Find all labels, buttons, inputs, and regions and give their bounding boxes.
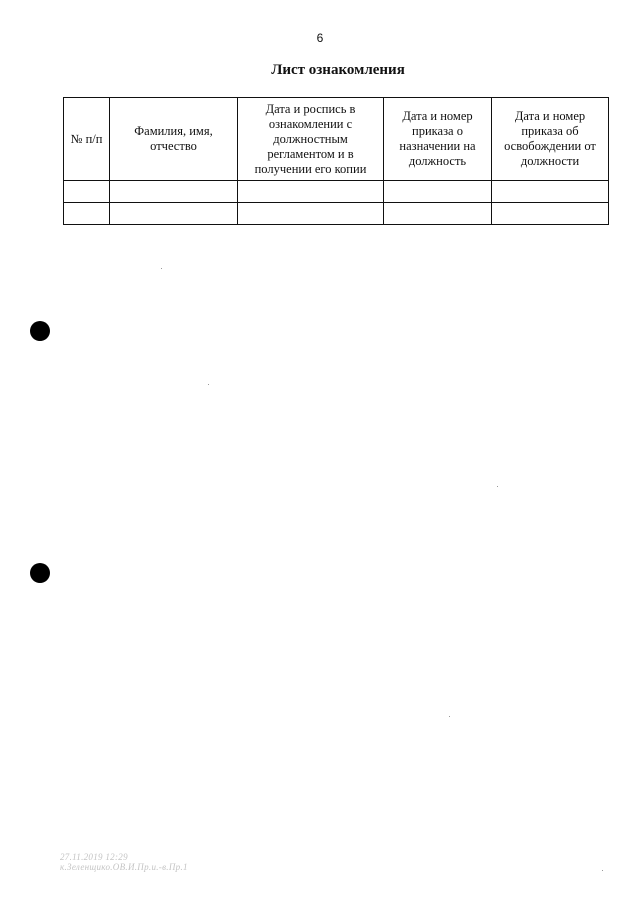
punch-hole-top [30, 321, 50, 341]
footer-stamp-line2: к.Зеленщико.ОВ.И.Пр.и.-в.Пр.1 [60, 862, 188, 872]
table-cell[interactable] [238, 181, 384, 203]
table-cell[interactable] [384, 203, 492, 225]
table-header-row [64, 98, 609, 181]
acknowledgement-table [63, 97, 609, 225]
footer-stamp-line1: 27.11.2019 12:29 [60, 852, 128, 862]
scan-speck [602, 870, 603, 871]
header-full-name: Фамилия, имя, отчество [110, 98, 238, 181]
header-appointment-order: Дата и номер приказа о назначении на должность [384, 98, 492, 181]
table-cell[interactable] [384, 181, 492, 203]
table-cell[interactable] [64, 181, 110, 203]
table-cell[interactable] [110, 203, 238, 225]
punch-hole-bottom [30, 563, 50, 583]
header-signature-date: Дата и роспись в ознакомлении с должностным регламентом и в получении его копии [238, 98, 384, 181]
header-number: № п/п [64, 98, 110, 181]
table-cell[interactable] [492, 203, 609, 225]
table-cell[interactable] [492, 181, 609, 203]
page-number: 6 [316, 31, 324, 45]
scan-speck [449, 716, 450, 717]
table-cell[interactable] [110, 181, 238, 203]
sheet-title: Лист ознакомления [271, 62, 405, 78]
scan-speck [161, 268, 162, 269]
table-cell[interactable] [64, 203, 110, 225]
table-row [64, 203, 609, 225]
table-cell[interactable] [238, 203, 384, 225]
header-dismissal-order: Дата и номер приказа об освобождении от должности [492, 98, 609, 181]
table-row [64, 181, 609, 203]
scan-speck [497, 486, 498, 487]
scan-speck [208, 384, 209, 385]
